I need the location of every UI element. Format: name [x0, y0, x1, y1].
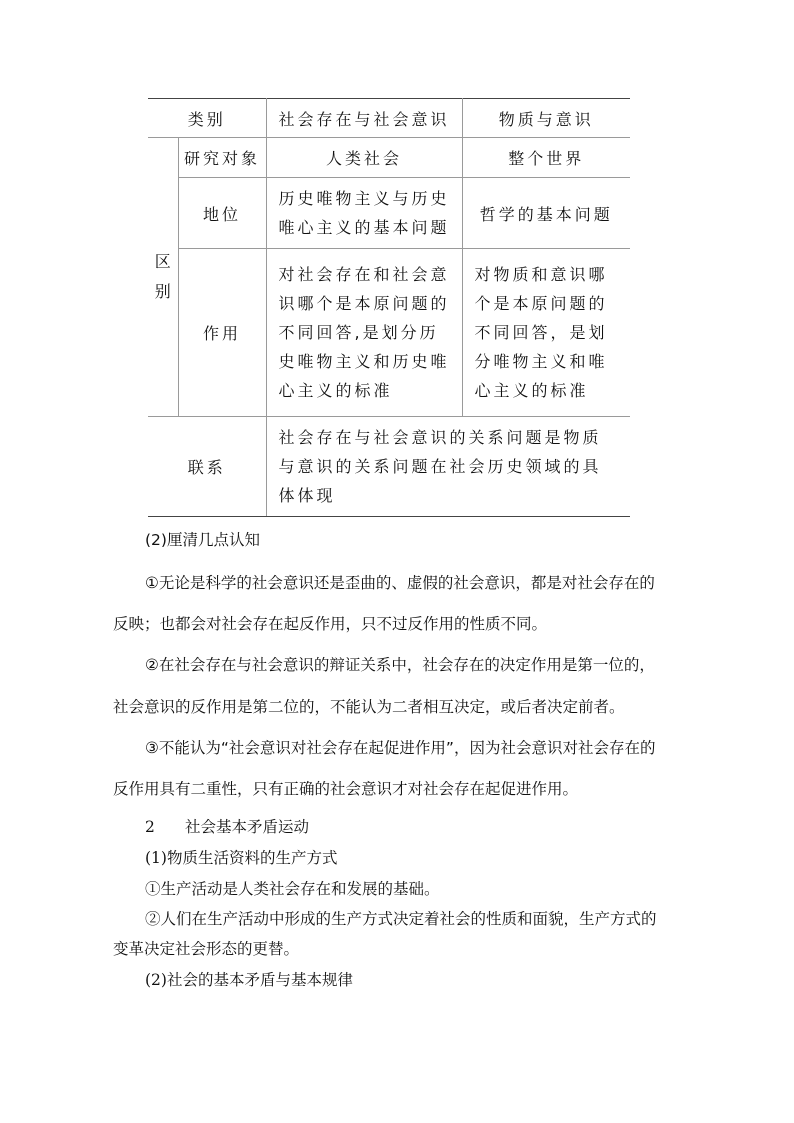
table-header-row [148, 99, 630, 138]
table-row [148, 249, 630, 417]
header-category: 类别 [148, 99, 266, 138]
difference-label [148, 138, 178, 417]
paragraph-line: 变革决定社会形态的更替。 [113, 940, 300, 958]
row-label: 作用 [178, 249, 266, 417]
table-link-row [148, 417, 630, 517]
row-cell: 整个世界 [462, 138, 630, 178]
table-row [148, 178, 630, 249]
row-label: 地位 [178, 178, 266, 249]
comparison-table [148, 98, 630, 517]
paragraph-line: ③不能认为“社会意识对社会存在起促进作用”，因为社会意识对社会存在的 [145, 739, 656, 757]
paragraph-line: 反作用具有二重性，只有正确的社会意识才对社会存在起促进作用。 [113, 780, 579, 798]
paragraph-line: ②人们在生产活动中形成的生产方式决定着社会的性质和面貌，生产方式的 [145, 910, 657, 928]
paragraph-line: 反映；也都会对社会存在起反作用，只不过反作用的性质不同。 [113, 615, 548, 633]
section-number: 2 [145, 818, 155, 836]
row-cell-text: 对物质和意识哪个是本原问题的不同回答，是划分唯物主义和唯心主义的标准 [474, 265, 608, 400]
paragraph-line: ①无论是科学的社会意识还是歪曲的、虚假的社会意识，都是对社会存在的 [145, 574, 655, 592]
header-col2: 物质与意识 [462, 99, 630, 138]
row-cell: 哲学的基本问题 [462, 178, 630, 249]
section-heading: (2)厘清几点认知 [145, 531, 260, 549]
paragraph-line: ①生产活动是人类社会存在和发展的基础。 [145, 880, 440, 898]
row-cell [462, 249, 630, 417]
paragraph-line: 社会意识的反作用是第二位的，不能认为二者相互决定，或后者决定前者。 [113, 698, 625, 716]
table-row [148, 138, 630, 178]
section-title [113, 815, 713, 837]
subsection-heading: (1)物质生活资料的生产方式 [145, 849, 338, 867]
header-col1: 社会存在与社会意识 [266, 99, 462, 138]
difference-label-text: 区别 [154, 252, 174, 301]
row-cell [266, 249, 462, 417]
row-label: 研究对象 [178, 138, 266, 178]
row-cell [266, 178, 462, 249]
subsection-heading: (2)社会的基本矛盾与基本规律 [145, 971, 353, 989]
row-cell: 人类社会 [266, 138, 462, 178]
section-title-text: 社会基本矛盾运动 [185, 818, 310, 836]
row-cell-text: 历史唯物主义与历史唯心主义的基本问题 [278, 189, 450, 237]
row-cell-text: 对社会存在和社会意识哪个是本原问题的不同回答,是划分历史唯物主义和历史唯心主义的标准 [278, 265, 450, 400]
link-text-cell [266, 417, 630, 517]
paragraph-line: ②在社会存在与社会意识的辩证关系中，社会存在的决定作用是第一位的， [145, 656, 655, 674]
link-text: 社会存在与社会意识的关系问题是物质与意识的关系问题在社会历史领域的具体体现 [278, 428, 602, 505]
link-label: 联系 [148, 417, 266, 517]
